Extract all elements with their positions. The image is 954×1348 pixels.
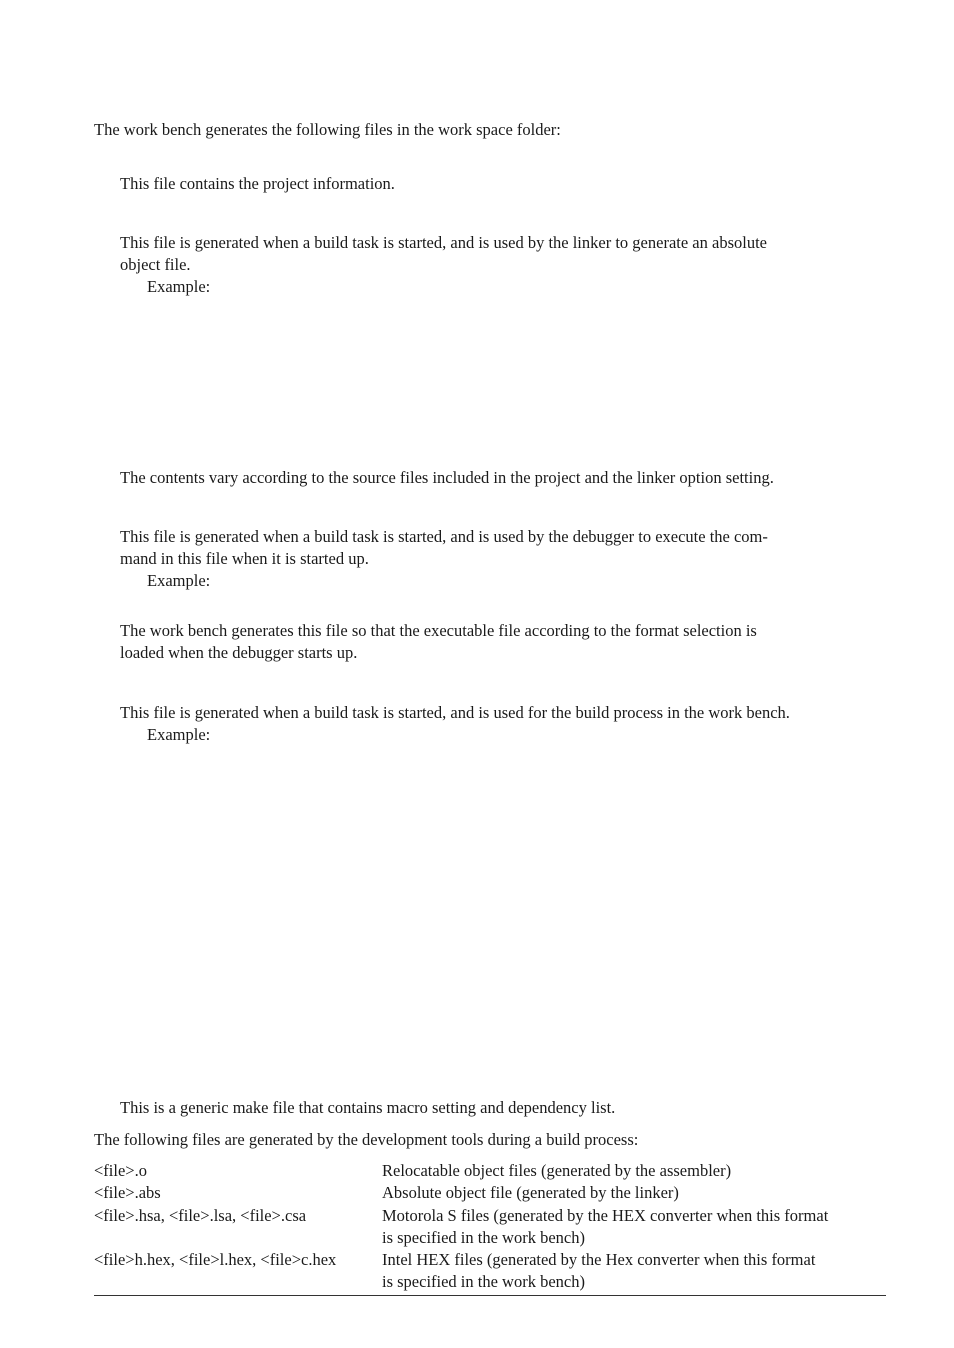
footer-rule xyxy=(94,1295,886,1296)
debugger-file-description-line-2: mand in this file when it is started up. xyxy=(120,549,369,568)
file-description-cell-continued: is specified in the work bench) xyxy=(382,1228,585,1247)
make-example-label: Example: xyxy=(147,725,211,744)
linker-file-description-line-2: object file. xyxy=(120,255,191,274)
debugger-file-note-line-1: The work bench generates this file so that the executable file according to the format selection is xyxy=(120,621,757,640)
debugger-file-description-line-1: This file is generated when a build task is started, and is used by the debugger to execute the com- xyxy=(120,527,768,546)
file-description-cell-continued: is specified in the work bench) xyxy=(382,1272,585,1291)
file-description-cell: Relocatable object files (generated by the assembler) xyxy=(382,1161,732,1180)
debugger-file-note-line-2: loaded when the debugger starts up. xyxy=(120,643,358,662)
project-file-description: This file contains the project information. xyxy=(120,174,395,193)
file-description-cell: Intel HEX files (generated by the Hex converter when this format xyxy=(382,1250,816,1269)
make-file-description: This file is generated when a build task is started, and is used for the build process in the work bench. xyxy=(120,703,790,722)
debugger-example-label: Example: xyxy=(147,571,211,590)
file-name-cell: <file>.hsa, <file>.lsa, <file>.csa xyxy=(94,1206,307,1225)
file-description-cell: Motorola S files (generated by the HEX converter when this format xyxy=(382,1206,829,1225)
file-name-cell: <file>.o xyxy=(94,1161,147,1180)
linker-example-label: Example: xyxy=(147,277,211,296)
generic-make-file-note: This is a generic make file that contains macro setting and dependency list. xyxy=(120,1098,616,1117)
file-name-cell: <file>h.hex, <file>l.hex, <file>c.hex xyxy=(94,1250,337,1269)
file-name-cell: <file>.abs xyxy=(94,1183,161,1202)
linker-file-description-line-1: This file is generated when a build task is started, and is used by the linker to generate an absolute xyxy=(120,233,767,252)
linker-file-note: The contents vary according to the source files included in the project and the linker option setting. xyxy=(120,468,774,487)
intro-text: The work bench generates the following files in the work space folder: xyxy=(94,120,561,139)
file-description-cell: Absolute object file (generated by the linker) xyxy=(382,1183,679,1202)
build-files-intro: The following files are generated by the development tools during a build process: xyxy=(94,1130,639,1149)
